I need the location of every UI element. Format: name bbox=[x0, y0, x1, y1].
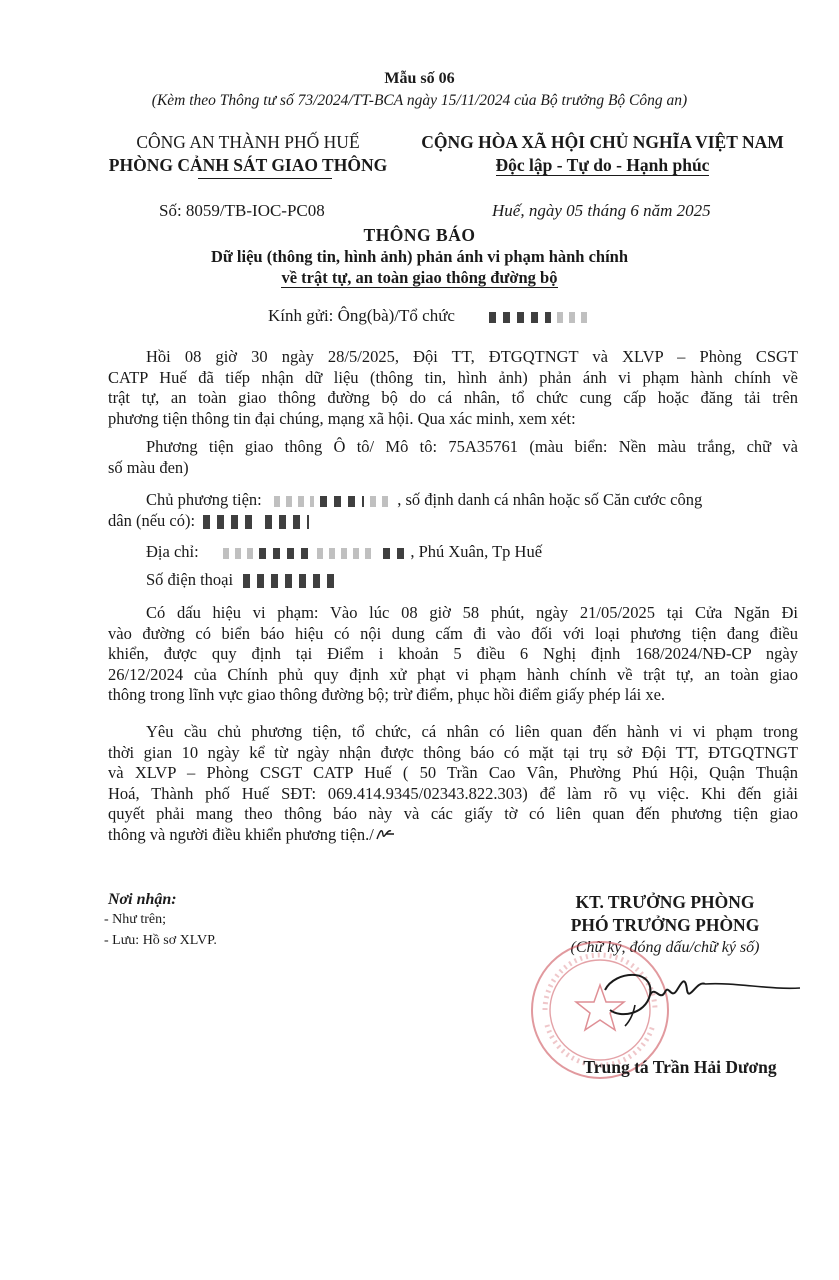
recipient-label: Kính gửi: Ông(bà)/Tổ chức bbox=[268, 306, 455, 325]
recipient-line bbox=[268, 306, 594, 326]
id-label: dân (nếu có): bbox=[108, 511, 196, 530]
owner-label: Chủ phương tiện: bbox=[146, 490, 262, 509]
request-line: thời gian 10 ngày kể từ ngày nhận được thông báo có mặt tại trụ sở Đội TT, ĐTGQTNGT bbox=[108, 742, 798, 762]
request-paragraph bbox=[108, 722, 798, 845]
signature-title-line1: KT. TRƯỞNG PHÒNG bbox=[575, 892, 755, 912]
notice-subtitle-line2 bbox=[0, 268, 839, 288]
department-name bbox=[98, 155, 398, 176]
intro-line: phương tiện thông tin đại chúng, mạng xã hội. Qua xác minh, xem xét: bbox=[108, 408, 576, 428]
violation-line: 26/12/2024 của Chính phủ quy định xử phạt vi phạm hành chính về trật tự, an toàn giao bbox=[108, 664, 798, 684]
violation-line: Có dấu hiệu vi phạm: Vào lúc 08 giờ 58 phút, ngày 21/05/2025 tại Cửa Ngăn Đi bbox=[146, 603, 798, 622]
notice-subtitle-text: về trật tự, an toàn giao thông đường bộ bbox=[281, 268, 558, 287]
signature-note: (Chữ ký, đóng dấu/chữ ký số) bbox=[570, 939, 760, 956]
intro-line: trật tự, an toàn giao thông đường bộ do cá nhân, tổ chức cung cấp hoặc đăng tải trên bbox=[108, 388, 798, 407]
violation-line: thông trong lĩnh vực giao thông đường bộ; trừ điểm, phục hồi điểm giấy phép lái xe. bbox=[108, 685, 666, 704]
intro-line: CATP Huế đã tiếp nhận dữ liệu (thông tin, hình ảnh) phản ánh vi phạm hành chính về bbox=[108, 367, 798, 387]
motto-text: Độc lập - Tự do - Hạnh phúc bbox=[495, 155, 710, 175]
intro-paragraph bbox=[108, 347, 798, 429]
form-attached-note: (Kèm theo Thông tư số 73/2024/TT-BCA ngày 15/11/2024 của Bộ trưởng Bộ Công an) bbox=[151, 92, 688, 109]
owner-line bbox=[146, 490, 702, 510]
id-line bbox=[108, 511, 310, 531]
recipients-item: - Như trên; bbox=[104, 912, 167, 927]
form-number: Mẫu số 06 bbox=[384, 70, 455, 87]
notice-title: THÔNG BÁO bbox=[363, 225, 476, 245]
redacted-id-number-part bbox=[265, 515, 309, 529]
country-name: CỘNG HÒA XÃ HỘI CHỦ NGHĨA VIỆT NAM bbox=[421, 132, 784, 152]
vehicle-line: số màu đen) bbox=[108, 457, 189, 477]
violation-line: vào đường có biển báo hiệu có nội dung cấm đi vào đối với loại phương tiện đang điều bbox=[108, 623, 798, 643]
place-date: Huế, ngày 05 tháng 6 năm 2025 bbox=[492, 201, 711, 220]
violation-paragraph bbox=[108, 603, 798, 706]
phone-line bbox=[146, 570, 340, 590]
vehicle-paragraph bbox=[108, 437, 798, 478]
document-number: Số: 8059/TB-IOC-PC08 bbox=[159, 201, 325, 220]
redacted-id-number bbox=[203, 515, 259, 529]
handwritten-signature bbox=[595, 960, 805, 1030]
department-label: PHÒNG CẢNH SÁT GIAO THÔNG bbox=[108, 155, 388, 175]
request-line: và XLVP – Phòng CSGT CATP Huế ( 50 Trần Cao Vân, Phường Phú Hội, Quận Thuận bbox=[108, 763, 798, 782]
notice-subtitle-line1: Dữ liệu (thông tin, hình ảnh) phản ánh vi phạm hành chính bbox=[210, 247, 629, 266]
request-line: Yêu cầu chủ phương tiện, tổ chức, cá nhân có liên quan đến hành vi vi phạm trong bbox=[146, 722, 798, 741]
vehicle-line: Phương tiện giao thông Ô tô/ Mô tô: 75A35761 (màu biển: Nền màu trắng, chữ và bbox=[146, 437, 798, 456]
department-underline bbox=[198, 178, 332, 179]
agency-name: CÔNG AN THÀNH PHỐ HUẾ bbox=[136, 132, 360, 152]
address-rest: , Phú Xuân, Tp Huế bbox=[410, 542, 543, 561]
redacted-owner-name-part bbox=[320, 496, 364, 507]
redacted-address bbox=[223, 548, 253, 559]
redacted-owner-name bbox=[274, 496, 314, 507]
request-last-text: thông và người điều khiển phương tiện./ bbox=[108, 824, 374, 844]
address-label: Địa chỉ: bbox=[146, 542, 199, 561]
redacted-recipient-name-part bbox=[557, 312, 593, 323]
request-line bbox=[108, 825, 798, 846]
redacted-phone-number bbox=[243, 574, 339, 588]
redacted-address-part bbox=[317, 548, 377, 559]
initials-mark-icon bbox=[374, 825, 396, 843]
request-line: quyết phải mang theo thông báo này và các giấy tờ có liên quan đến phương tiện giao bbox=[108, 804, 798, 823]
intro-line: Hồi 08 giờ 30 ngày 28/5/2025, Đội TT, ĐTGQTNGT và XLVP – Phòng CSGT bbox=[146, 347, 798, 366]
recipients-title: Nơi nhận: bbox=[108, 891, 177, 908]
redacted-owner-name-part bbox=[370, 496, 392, 507]
request-line: Hoá, Thành phố Huế SĐT: 069.414.9345/02343.822.303) để làm rõ vụ việc. Khi đến giải bbox=[108, 783, 798, 803]
signer-name: Trung tá Trần Hải Dương bbox=[583, 1057, 777, 1077]
national-motto bbox=[405, 155, 800, 176]
redacted-recipient-name bbox=[489, 312, 551, 323]
violation-line: khiển, được quy định tại Điểm i khoản 5 điều 6 Nghị định 168/2024/NĐ-CP ngày bbox=[108, 644, 798, 663]
redacted-address-part bbox=[259, 548, 311, 559]
owner-rest: , số định danh cá nhân hoặc số Căn cước công bbox=[397, 490, 703, 509]
recipients-item: - Lưu: Hồ sơ XLVP. bbox=[104, 933, 217, 948]
redacted-address-part bbox=[383, 548, 405, 559]
address-line bbox=[146, 542, 542, 562]
signature-title-line2: PHÓ TRƯỞNG PHÒNG bbox=[570, 915, 760, 935]
phone-label: Số điện thoại bbox=[146, 570, 234, 589]
